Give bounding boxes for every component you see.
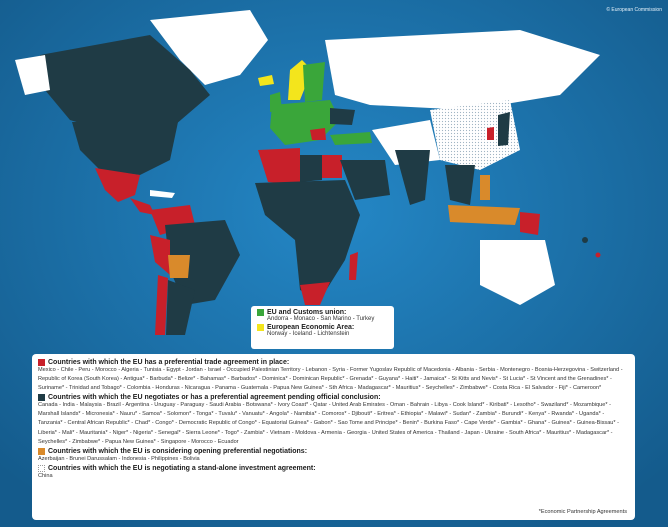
sweden-finland xyxy=(303,62,325,102)
swatch-customs-union xyxy=(257,309,264,316)
legend-considering-title: Countries with which the EU is considering opening preferential negotiations: xyxy=(48,447,308,455)
uk xyxy=(270,92,282,112)
philippines xyxy=(480,175,490,200)
legend-top-panel xyxy=(251,306,394,349)
swatch-negotiating xyxy=(38,394,45,401)
south-korea xyxy=(487,127,494,140)
legend-negotiating xyxy=(38,394,629,401)
footnote: *Economic Partnership Agreements xyxy=(538,509,627,515)
pacific-island xyxy=(596,253,601,258)
balkans xyxy=(310,128,326,140)
legend-considering-countries: Azerbaijan - Brunei Darussalam - Indonesia - Philippines - Bolivia xyxy=(38,455,200,462)
legend-in-place-countries: Mexico - Chile - Peru - Morocco - Algeria - Tunisia - Egypt - Jordan - Israel - Occupied Palestinian Territory - Lebanon - Syria - Former Yugoslav Republic of Macedonia - Albania - Serbia - Montenegro - Bosnia-Herzegovina - Switzerland - Republic of Korea (South Korea) - Antigua* - Barbuda* - Belize* - Bahamas* - Barbados* - Dominica* - Dominican Republic* - Grenada* - Guyana* - Haiti* - Jamaica* - St Kitts and Nevis* - St Lucia* - St Vincent and the Grenadines* - Suriname* - Trinidad and Tobago* - Colombia - Honduras - Nicaragua - Panama - Guatemala - Papua New Guinea* - Sth Africa - Madagascar* - Mauritius* - Seychelles* - Zimbabwe* - Costa Rica - El Salvador - Fiji* - Cameroon* xyxy=(38,367,623,392)
legend-in-place xyxy=(38,359,629,366)
legend-eea-countries: Norway - Iceland - Lichtenstein xyxy=(267,331,350,337)
pacific-island xyxy=(582,237,588,243)
legend-bottom-panel xyxy=(32,354,635,520)
legend-negotiating-title: Countries with which the EU negotiates or has a preferential agreement pending official conclusion: xyxy=(48,394,381,402)
legend-customs-union-title: EU and Customs union: xyxy=(267,309,347,316)
legend-customs-union-countries: Andorra - Monaco - San Marino - Turkey xyxy=(267,316,375,322)
copyright-text: © European Commission xyxy=(606,7,662,13)
legend-eea xyxy=(257,324,388,331)
swatch-investment xyxy=(38,465,45,472)
legend-investment-countries: China xyxy=(38,472,53,479)
legend-eea-title: European Economic Area: xyxy=(267,324,355,331)
egypt xyxy=(322,155,342,178)
libya xyxy=(300,155,322,182)
legend-considering xyxy=(38,448,629,455)
papua-new-guinea xyxy=(520,212,540,235)
legend-investment xyxy=(38,465,629,472)
legend-in-place-title: Countries with which the EU has a preferential trade agreement in place: xyxy=(48,359,290,366)
legend-customs-union xyxy=(257,309,388,316)
legend-negotiating-countries: Canada - India - Malaysia - Brazil - Argentina - Uruguay - Paraguay - Saudi Arabia - Botswana* - Ivory Coast* - Qatar - United Arab Emirates - Oman - Bahrain - Libya - Cook Island* - Kiribati* - Lesotho* - Swaziland* - Mozambique* - Marshall Islands* - Micronesia* - Nauru* - Samoa* - Solomon* - Tonga* - Tuvalu* - Vanuatu* - Angola* - Namibia* - Comoros* - Djibouti* - Eritrea* - Ethiopia* - Malawi* - Sudan* - Zambia* - Burundi* - Kenya* - Rwanda* - Uganda* - Tanzania* - Central African Republic* - Chad* - Congo* - Democratic Republic of Congo* - Equatorial Guinea* - Gabon* - Sao Tome and Principe* - Benin* - Burkina Faso* - Cape Verde* - Gambia* - Ghana* - Guinea* - Guinea-Bissau* - Liberia* - Mali* - Mauritania* - Niger* - Nigeria* - Senegal* - Sierra Leone* - Togo* - Zambia* - Vietnam - Moldova - Armenia - Georgia - United States of America - Thailand - Japan - Ukraine - South Africa* - Mauritius* - Madagascar* - Seychelles* - Zimbabwe* - Papua New Guinea* - Singapore - Morocco - Ecuador xyxy=(38,402,620,445)
swatch-considering xyxy=(38,448,45,455)
legend-investment-title: Countries with which the EU is negotiating a stand-alone investment agreement: xyxy=(48,464,316,472)
swatch-in-place xyxy=(38,359,45,366)
ukraine xyxy=(330,108,355,125)
bolivia xyxy=(168,255,190,278)
swatch-eea xyxy=(257,324,264,331)
japan xyxy=(498,112,510,146)
indonesia xyxy=(448,205,520,225)
